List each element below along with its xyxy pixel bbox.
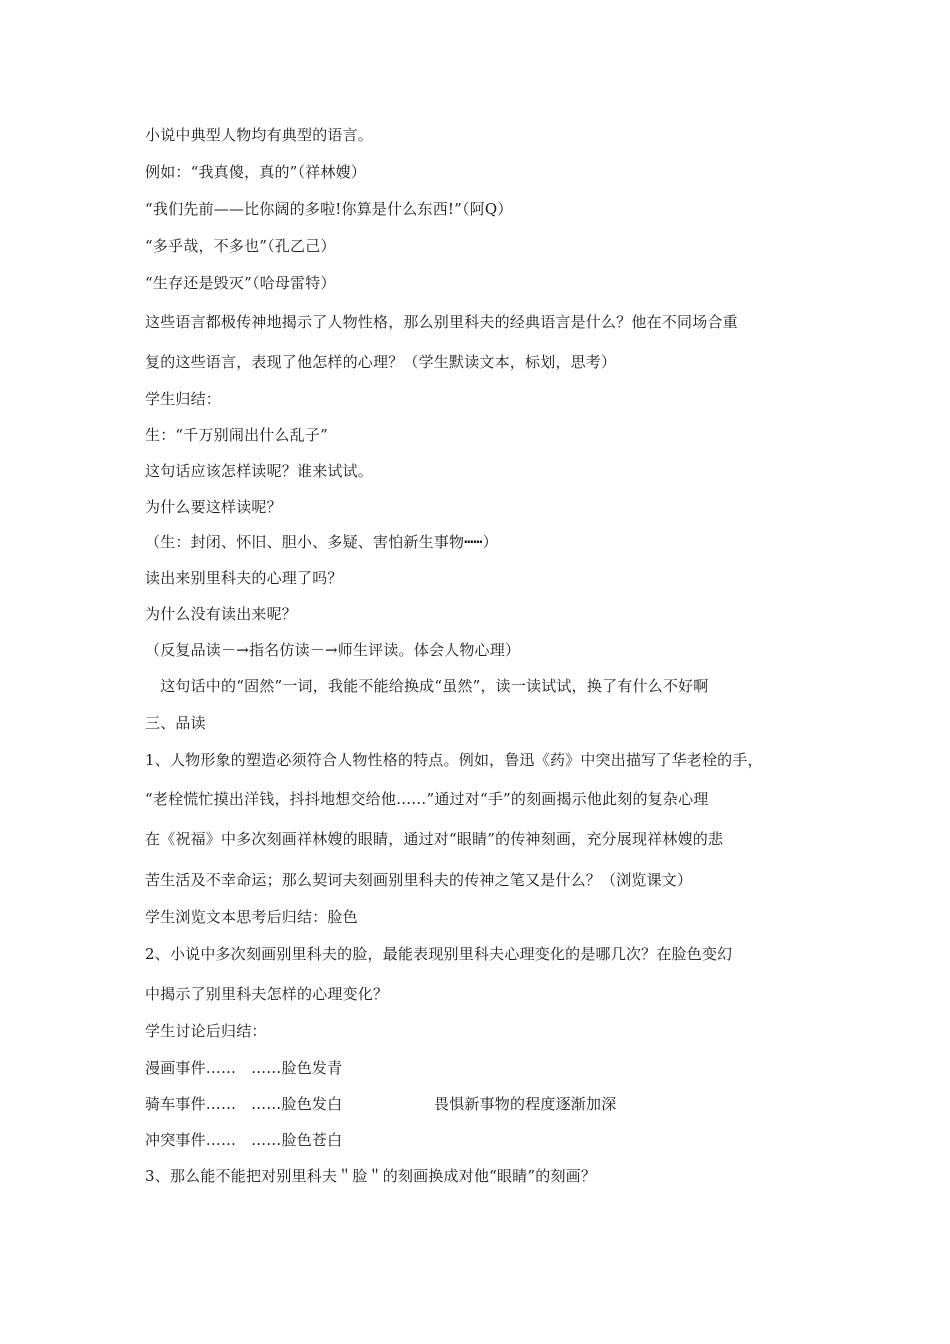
text-line: 2、小说中多次刻画别里科夫的脸，最能表现别里科夫心理变化的是哪几次？在脸色变幻 [145,945,733,963]
text-line: 这句话应该怎样读呢？谁来试试。 [145,462,374,480]
text-line: 学生归结： [145,390,222,408]
event-row [145,1130,342,1150]
text-line: 中揭示了别里科夫怎样的心理变化？ [145,985,389,1003]
text-line: 学生浏览文本思考后归结：脸色 [145,908,358,926]
text-line: 在《祝福》中多次刻画祥林嫂的眼睛，通过对“眼睛”的传神刻画，充分展现祥林嫂的悲 [145,830,724,848]
text-line: 小说中典型人物均有典型的语言。 [145,126,374,144]
section-heading: 三、品读 [145,714,206,732]
text-line: 3、那么能不能把对别里科夫＂脸＂的刻画换成对他“眼睛”的刻画？ [145,1167,597,1185]
text-line: 复的这些语言，表现了他怎样的心理？（学生默读文本，标划，思考） [145,353,617,371]
text-line: （反复品读－→指名仿读－→师生评读。体会人物心理） [145,641,521,659]
event-row [145,1058,342,1078]
event-name: 漫画事件…… [145,1059,237,1077]
text-line: 生：“千万别闹出什么乱子” [145,426,328,444]
text-line: 学生讨论后归结： [145,1022,267,1040]
event-face: ……脸色发青 [251,1059,343,1077]
text-line: 这些语言都极传神地揭示了人物性格，那么别里科夫的经典语言是什么？他在不同场合重 [145,313,738,331]
text-line: “我们先前——比你阔的多啦!你算是什么东西!”（阿Q） [145,200,513,218]
text-line: 苦生活及不幸命运；那么契诃夫刻画别里科夫的传神之笔又是什么？（浏览课文） [145,871,693,889]
event-face: ……脸色发白 [251,1095,343,1113]
text-line: 为什么没有读出来呢？ [145,605,298,623]
event-name: 冲突事件…… [145,1131,237,1149]
text-line: 1、人物形象的塑造必须符合人物性格的特点。例如，鲁迅《药》中突出描写了华老栓的手， [145,751,763,769]
text-line: 为什么要这样读呢？ [145,498,282,516]
text-line: “老栓慌忙摸出洋钱，抖抖地想交给他……”通过对“手”的刻画揭示他此刻的复杂心理 [145,790,709,808]
text-line: 这句话中的“固然”一词，我能不能给换成“虽然”，读一读试试，换了有什么不好啊 [145,677,709,695]
text-line: “多乎哉，不多也”（孔乙己） [145,237,336,255]
event-row [145,1094,342,1114]
text-line: “生存还是毁灭”（哈母雷特） [145,274,336,292]
text-line: 例如：“我真傻，真的”（祥林嫂） [145,163,367,181]
text-line: 读出来别里科夫的心理了吗？ [145,569,343,587]
events-summary: 畏惧新事物的程度逐渐加深 [434,1095,617,1113]
event-name: 骑车事件…… [145,1095,237,1113]
event-face: ……脸色苍白 [251,1131,343,1149]
text-line: （生：封闭、怀旧、胆小、多疑、害怕新生事物┅┅） [145,533,498,551]
